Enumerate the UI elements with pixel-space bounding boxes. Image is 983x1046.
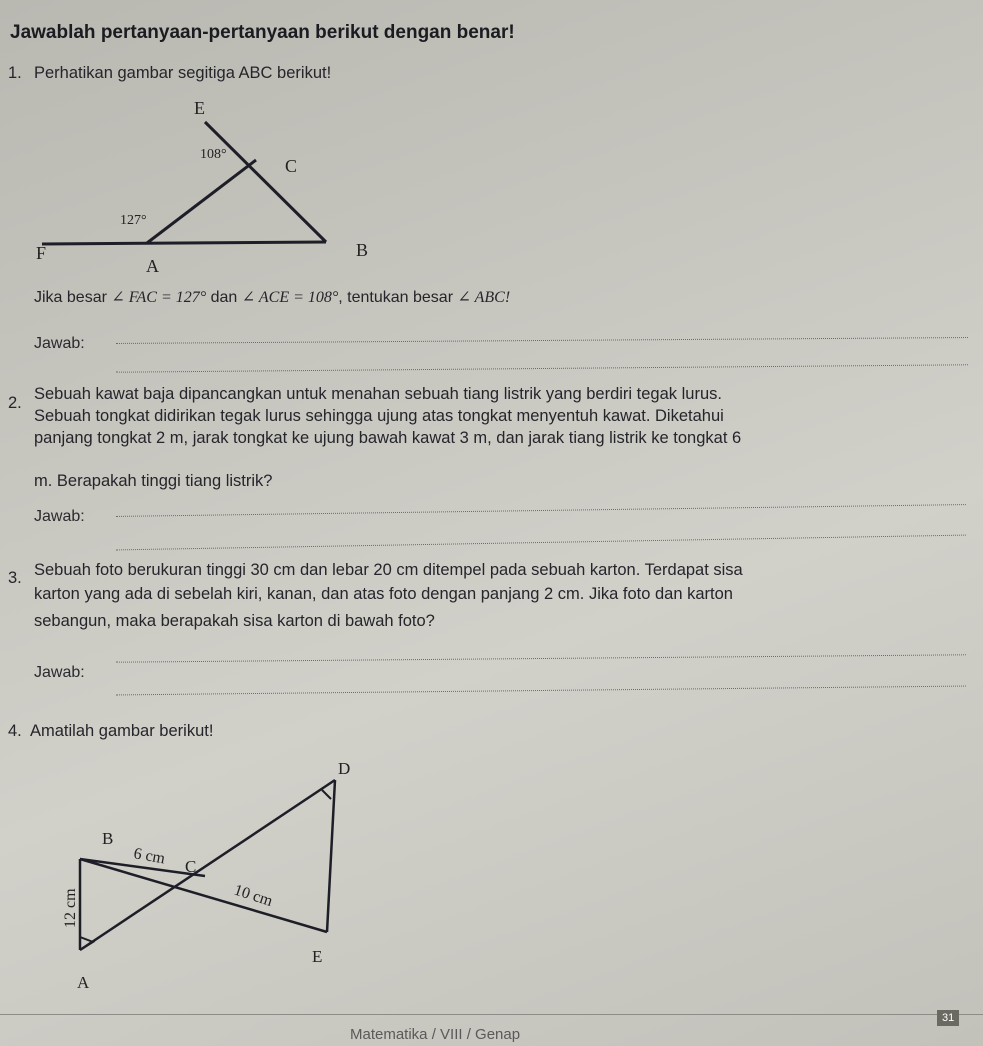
similar-triangles-figure (55, 752, 375, 1002)
angle-abc: ∠ ABC! (457, 289, 511, 306)
question-1-prompt-pre: Jika besar (34, 289, 107, 306)
question-3-line: Sebuah foto berukuran tinggi 30 cm dan lebar 20 cm ditempel pada sebuah karton. Terdapat sisa (34, 561, 743, 579)
angle-fac: ∠ FAC = 127° (111, 289, 207, 306)
angle-label-108: 108° (200, 147, 227, 162)
question-2-line: panjang tongkat 2 m, jarak tongkat ke ujung bawah kawat 3 m, dan jarak tiang listrik ke tongkat 6 (34, 429, 742, 447)
answer-line (116, 504, 966, 517)
question-2-number: 2. (8, 394, 22, 412)
label-b: B (102, 829, 114, 848)
question-1-dan: dan (210, 289, 238, 306)
angle-mark-a (80, 937, 93, 950)
length-bc: 6 cm (132, 845, 167, 868)
line-ac (147, 160, 256, 243)
angle-label-127: 127° (120, 213, 147, 228)
line-be (80, 859, 327, 932)
answer-line (116, 686, 966, 696)
label-a: A (146, 256, 159, 276)
label-e: E (194, 98, 205, 118)
line-eb (205, 122, 326, 242)
question-1-prompt (34, 287, 510, 309)
question-2-line: Sebuah tongkat didirikan tegak lurus sehingga ujung atas tongkat menyentuh kawat. Diketahui (34, 407, 724, 425)
label-c: C (185, 857, 197, 876)
answer-line (116, 535, 966, 551)
label-e: E (312, 947, 323, 966)
answer-line (116, 364, 968, 372)
question-3-line: karton yang ada di sebelah kiri, kanan, dan atas foto dengan panjang 2 cm. Jika foto dan karton (34, 585, 733, 603)
label-a: A (77, 973, 90, 992)
length-ce: 10 cm (231, 881, 275, 911)
label-f: F (36, 243, 47, 263)
angle-ace: ∠ ACE = 108° (241, 289, 339, 306)
question-1-jawab-label: Jawab: (34, 335, 85, 352)
length-ab: 12 cm (62, 888, 79, 928)
footer-divider (0, 1014, 983, 1015)
line-fb (42, 242, 326, 244)
page-number: 31 (937, 1010, 959, 1026)
question-3-number: 3. (8, 569, 22, 587)
line-de (327, 780, 335, 932)
question-3-jawab-label: Jawab: (34, 664, 85, 681)
question-2-line: m. Berapakah tinggi tiang listrik? (34, 472, 273, 490)
question-1-number: 1. (8, 64, 22, 82)
question-3-line: sebangun, maka berapakah sisa karton di bawah foto? (34, 612, 435, 630)
question-4-number: 4. (8, 722, 22, 740)
angle-mark-d (322, 790, 331, 799)
question-1-text: Perhatikan gambar segitiga ABC berikut! (34, 64, 332, 82)
question-2-jawab-label: Jawab: (34, 508, 85, 525)
question-4-text: Amatilah gambar berikut! (30, 722, 214, 740)
answer-line (116, 337, 968, 344)
worksheet-heading: Jawablah pertanyaan-pertanyaan berikut dengan benar! (10, 22, 515, 43)
triangle-abc-figure (20, 92, 390, 282)
question-1-prompt-post: , tentukan besar (338, 289, 454, 306)
label-d: D (338, 759, 351, 778)
label-c: C (285, 156, 298, 176)
footer-text: Matematika / VIII / Genap (350, 1026, 521, 1043)
answer-line (116, 654, 966, 662)
label-b: B (356, 240, 369, 260)
question-2-line: Sebuah kawat baja dipancangkan untuk menahan sebuah tiang listrik yang berdiri tegak lurus. (34, 385, 722, 403)
